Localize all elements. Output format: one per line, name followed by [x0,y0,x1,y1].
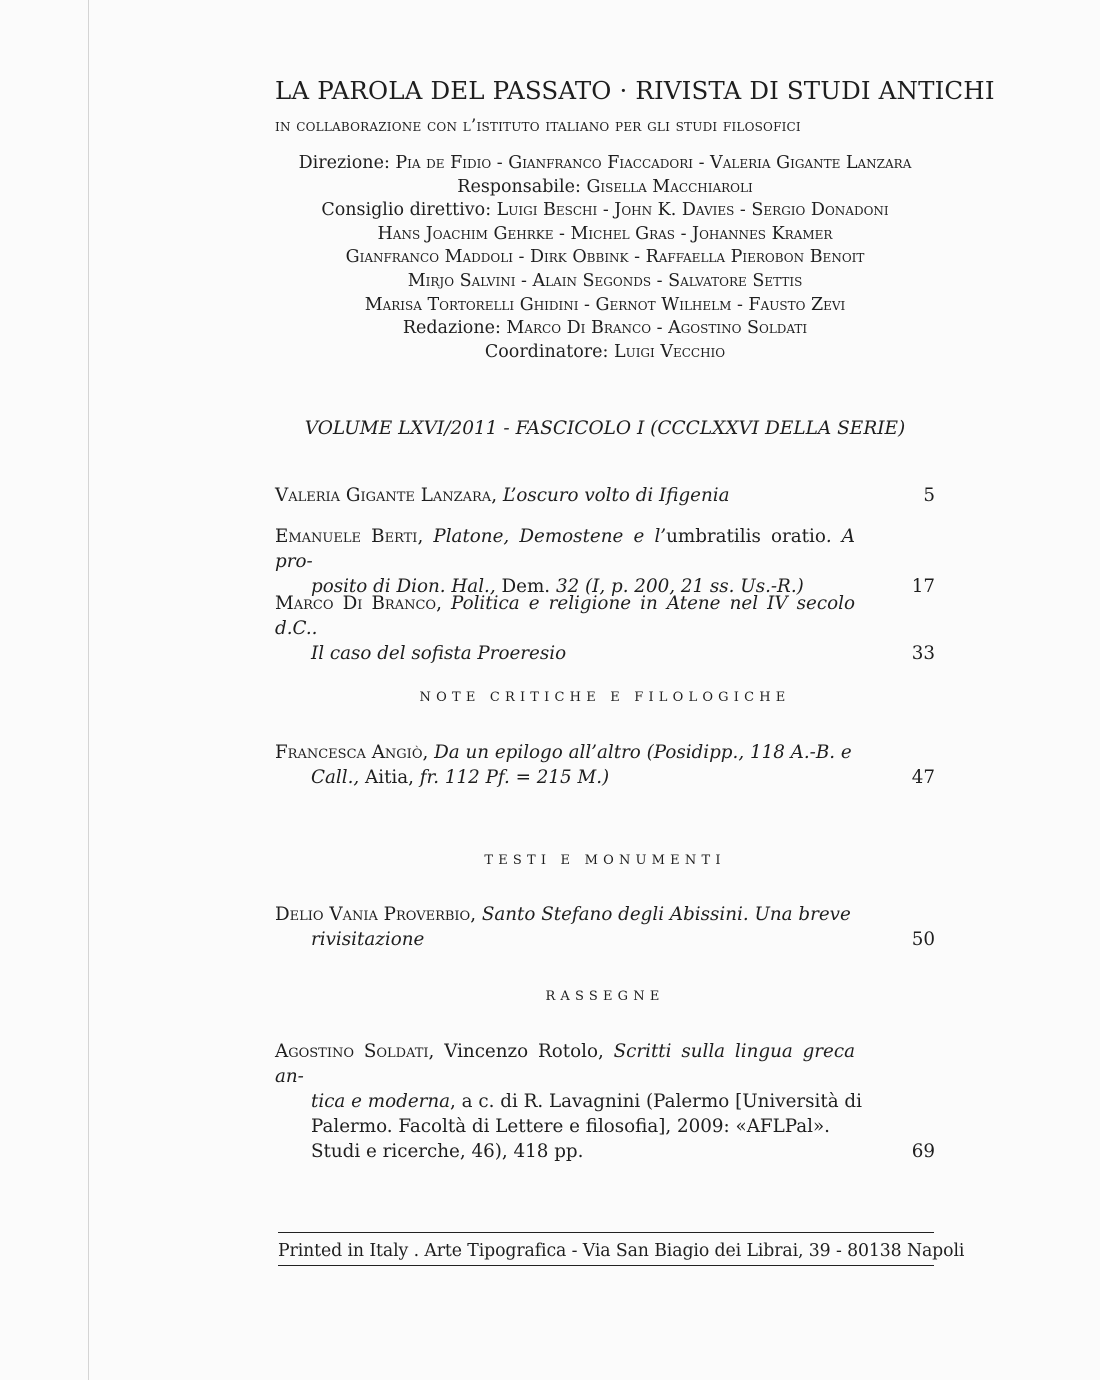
toc-entry-angio: Francesca Angiò, Da un epilogo all’altro (Posidipp., 118 A.-B. e Call., Aitia, fr. 112 Pf. = 215 M.) 47 [275,742,935,788]
printer-colophon: Printed in Italy . Arte Tipografica - Via San Biagio dei Librai, 39 - 80138 Napoli [278,1232,934,1266]
board-consiglio-4: Mirjo Salvini - Alain Segonds - Salvatore Settis [407,270,803,291]
volume-heading: VOLUME LXVI/2011 - FASCICOLO I (CCCLXXVI DELLA SERIE) [304,418,906,439]
section-note-critiche: NOTE CRITICHE E FILOLOGICHE [419,690,791,705]
board-direzione: Direzione: Pia de Fidio - Gianfranco Fiaccadori - Valeria Gigante Lanzara [298,153,912,173]
entry-author: Agostino Soldati [275,1041,429,1062]
toc-entry-soldati: Agostino Soldati, Vincenzo Rotolo, Scritti sulla lingua greca an- tica e moderna, a c. di R. Lavagnini (Palermo [Università di Palermo. Facoltà di Lettere e filosofia], 2009: «AFLPal». Studi e ricerche, 46), 418 pp. 69 [275,1041,935,1162]
section-testi-monumenti: TESTI E MONUMENTI [484,853,726,868]
entry-page: 33 [911,643,935,664]
toc-entry-berti: Emanuele Berti, Platone, Demostene e l’umbratilis oratio. A pro- posito di Dion. Hal., Dem. 32 (I, p. 200, 21 ss. Us.-R.) 17 [275,526,935,597]
entry-author: Valeria Gigante Lanzara [275,485,492,506]
journal-subtitle: in collaborazione con l’istituto italiano per gli studi filosofici [275,116,801,136]
section-rassegne: RASSEGNE [545,989,665,1004]
page-edge-shadow [88,0,89,1380]
board-responsabile: Responsabile: Gisella Macchiaroli [457,176,753,197]
board-coordinatore: Coordinatore: Luigi Vecchio [484,341,726,362]
entry-page: 17 [911,576,935,597]
toc-entry-proverbio: Delio Vania Proverbio, Santo Stefano degli Abissini. Una breve rivisitazione 50 [275,904,935,950]
entry-author: Delio Vania Proverbio [275,904,471,925]
entry-page: 47 [911,767,935,788]
entry-page: 5 [923,485,935,506]
board-consiglio: Consiglio direttivo: Luigi Beschi - John K. Davies - Sergio Donadoni [321,200,889,221]
entry-page: 69 [911,1141,935,1162]
board-consiglio-3: Gianfranco Maddoli - Dirk Obbink - Raffaella Pierobon Benoit [345,247,865,268]
entry-page: 50 [911,929,935,950]
board-consiglio-2: Hans Joachim Gehrke - Michel Gras - Johannes Kramer [377,223,833,244]
entry-title: L’oscuro volto di Ifigenia [502,485,730,506]
entry-author: Emanuele Berti [275,526,418,547]
toc-entry-di-branco: Marco Di Branco, Politica e religione in Atene nel IV secolo d.C.. Il caso del sofista Proeresio 33 [275,593,935,664]
toc-entry-gigante: Valeria Gigante Lanzara, L’oscuro volto di Ifigenia 5 [275,485,935,506]
entry-author: Marco Di Branco [275,593,437,614]
board-redazione: Redazione: Marco Di Branco - Agostino Soldati [402,318,808,339]
editorial-board [275,152,935,364]
journal-title: LA PAROLA DEL PASSATO · RIVISTA DI STUDI ANTICHI [275,76,995,105]
entry-author: Francesca Angiò [275,742,423,763]
board-consiglio-5: Marisa Tortorelli Ghidini - Gernot Wilhelm - Fausto Zevi [364,294,846,315]
